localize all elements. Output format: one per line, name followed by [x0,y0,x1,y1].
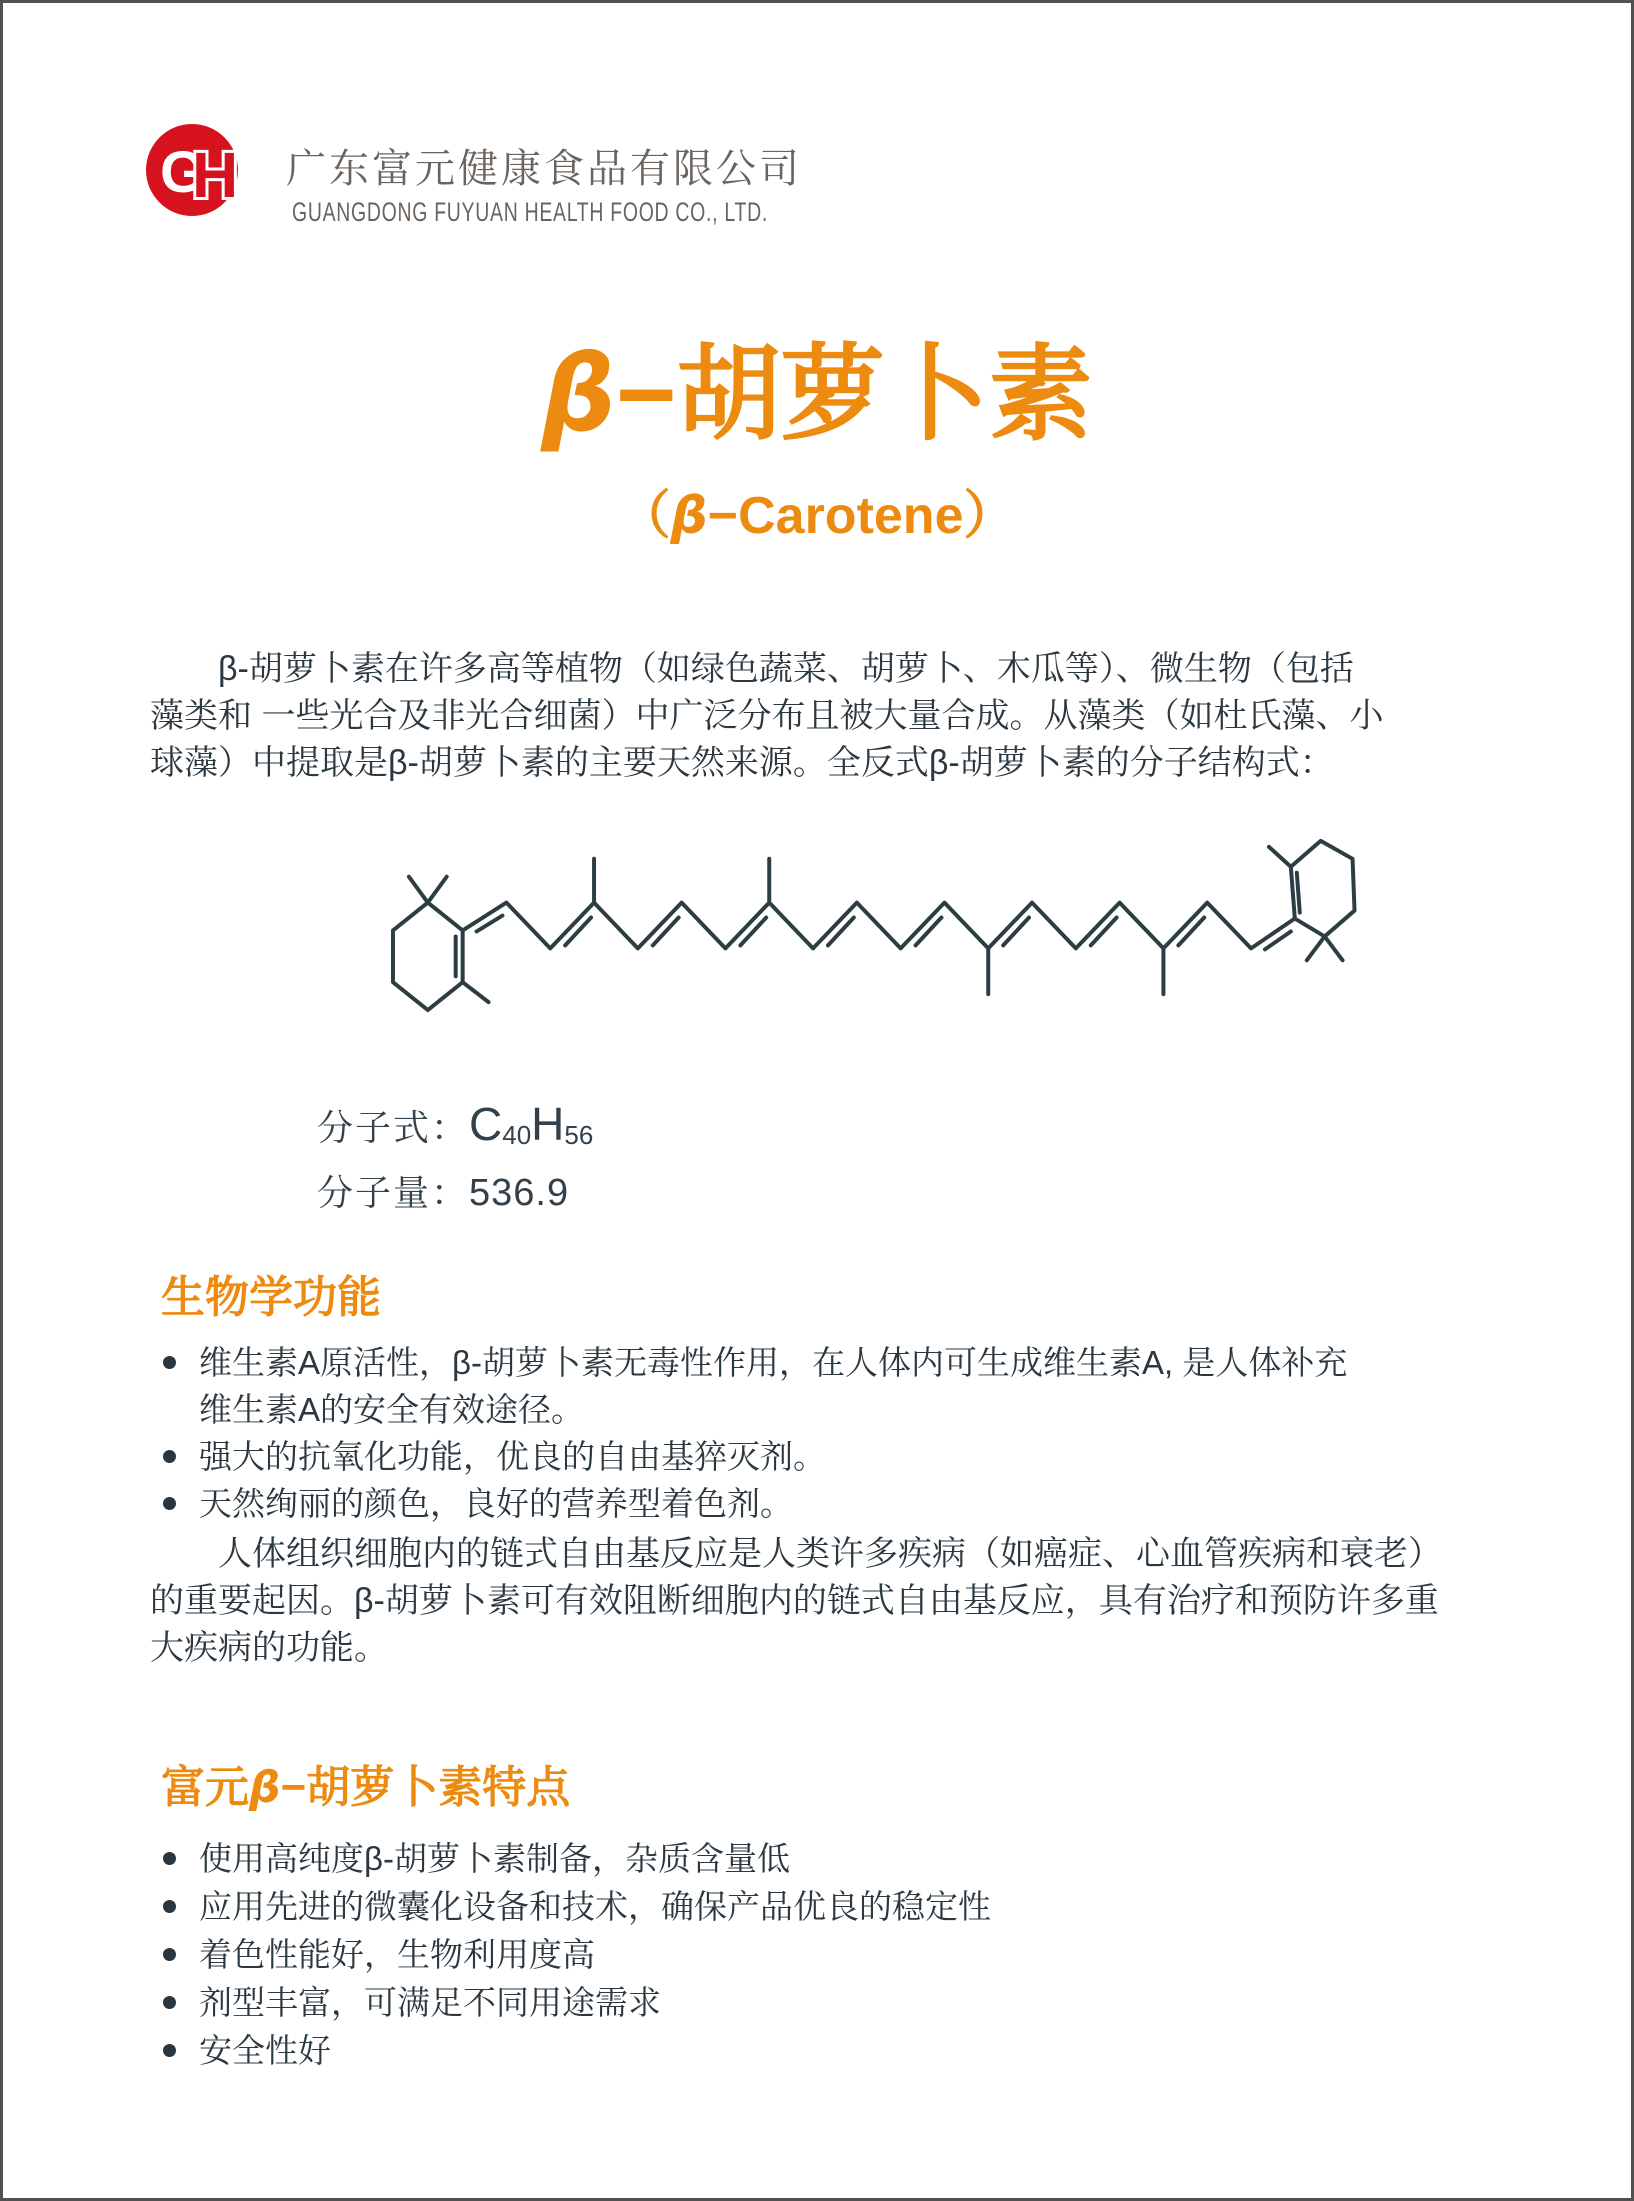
features-heading-prefix: 富元 [161,1763,249,1812]
bullet-icon [163,1996,176,2009]
bullet-icon [163,1356,176,1369]
bullet-icon [163,1900,176,1913]
list-item-text: 天然绚丽的颜色，良好的营养型着色剂。 [199,1485,793,1522]
intro-line: 球藻）中提取是β-胡萝卜素的主要天然来源。全反式β-胡萝卜素的分子结构式： [150,744,1334,782]
list-item-text: 应用先进的微囊化设备和技术，确保产品优良的稳定性 [199,1888,991,1925]
bullet-icon [163,1450,176,1463]
list-item [161,1480,1361,1527]
formula-element-h: H [531,1098,565,1150]
logo-letter-g: G [160,140,206,205]
list-item-text: 使用高纯度β-胡萝卜素制备，杂质含量低 [199,1840,790,1877]
list-item [161,1883,1481,1931]
intro-line: 藻类和 一些光合及非光合细菌）中广泛分布且被大量合成。从藻类（如杜氏藻、小 [150,697,1384,735]
list-item [161,1835,1481,1883]
company-name-zh: 广东富元健康食品有限公司 [286,147,802,191]
features-heading-rest: −胡萝卜素特点 [280,1763,571,1812]
bio-bullet-list [161,1339,1361,1527]
formula-label: 分子式： [317,1107,470,1148]
features-heading-beta: β [249,1762,281,1813]
bullet-icon [163,2044,176,2057]
list-item-text: 着色性能好，生物利用度高 [199,1936,595,1973]
subtitle-rest: −Carotene） [707,487,1016,545]
list-item [161,1433,1361,1480]
bio-paragraph-line: 人体组织细胞内的链式自由基反应是人类许多疾病（如癌症、心血管疾病和衰老） [218,1535,1442,1573]
list-item-text: 安全性好 [199,2032,331,2069]
intro-paragraph [150,646,1383,787]
title-rest: −胡萝卜素 [615,337,1093,453]
molecular-formula [317,1097,593,1151]
molecular-weight [317,1165,569,1216]
list-item [161,1979,1481,2027]
section-heading-bio: 生物学功能 [161,1273,381,1322]
polyene-chain [463,859,1295,994]
list-item-text: 强大的抗氧化功能，优良的自由基猝灭剂。 [199,1438,826,1475]
formula-subscript-h: 56 [564,1120,594,1150]
list-item-text: 剂型丰富，可满足不同用途需求 [199,1984,661,2021]
weight-label: 分子量： [317,1172,470,1213]
section-heading-features [161,1751,570,1815]
intro-line: β-胡萝卜素在许多高等植物（如绿色蔬菜、胡萝卜、木瓜等）、微生物（包括 [218,650,1354,688]
bio-paragraph-line: 大疾病的功能。 [150,1629,388,1667]
bio-paragraph-line: 的重要起因。β-胡萝卜素可有效阻断细胞内的链式自由基反应，具有治疗和预防许多重 [150,1582,1439,1620]
list-item-text: 维生素A原活性，β-胡萝卜素无毒性作用，在人体内可生成维生素A, 是人体补充维生素A的安全有效途径。 [199,1344,1348,1428]
bullet-icon [163,1852,176,1865]
formula-element-c: C [469,1098,503,1150]
bullet-icon [163,1497,176,1510]
product-subtitle [3,473,1631,548]
subtitle-open-paren: （ [618,487,671,545]
bio-paragraph [150,1531,1442,1672]
bullet-icon [163,1948,176,1961]
logo-letter-h: H [192,139,239,211]
weight-value: 536.9 [469,1172,570,1214]
left-cyclohexene-ring [393,877,489,1010]
list-item [161,1931,1481,1979]
subtitle-beta: β [670,486,708,546]
list-item [161,1339,1361,1433]
features-bullet-list [161,1835,1481,2075]
company-logo [145,121,271,225]
title-beta: β [541,333,616,455]
right-cyclohexene-ring [1269,841,1355,960]
molecular-structure-diagram [273,815,1369,1032]
company-name-en: GUANGDONG FUYUAN HEALTH FOOD CO., LTD. [292,197,768,227]
product-title [3,333,1631,455]
list-item [161,2027,1481,2075]
formula-subscript-c: 40 [502,1120,532,1150]
